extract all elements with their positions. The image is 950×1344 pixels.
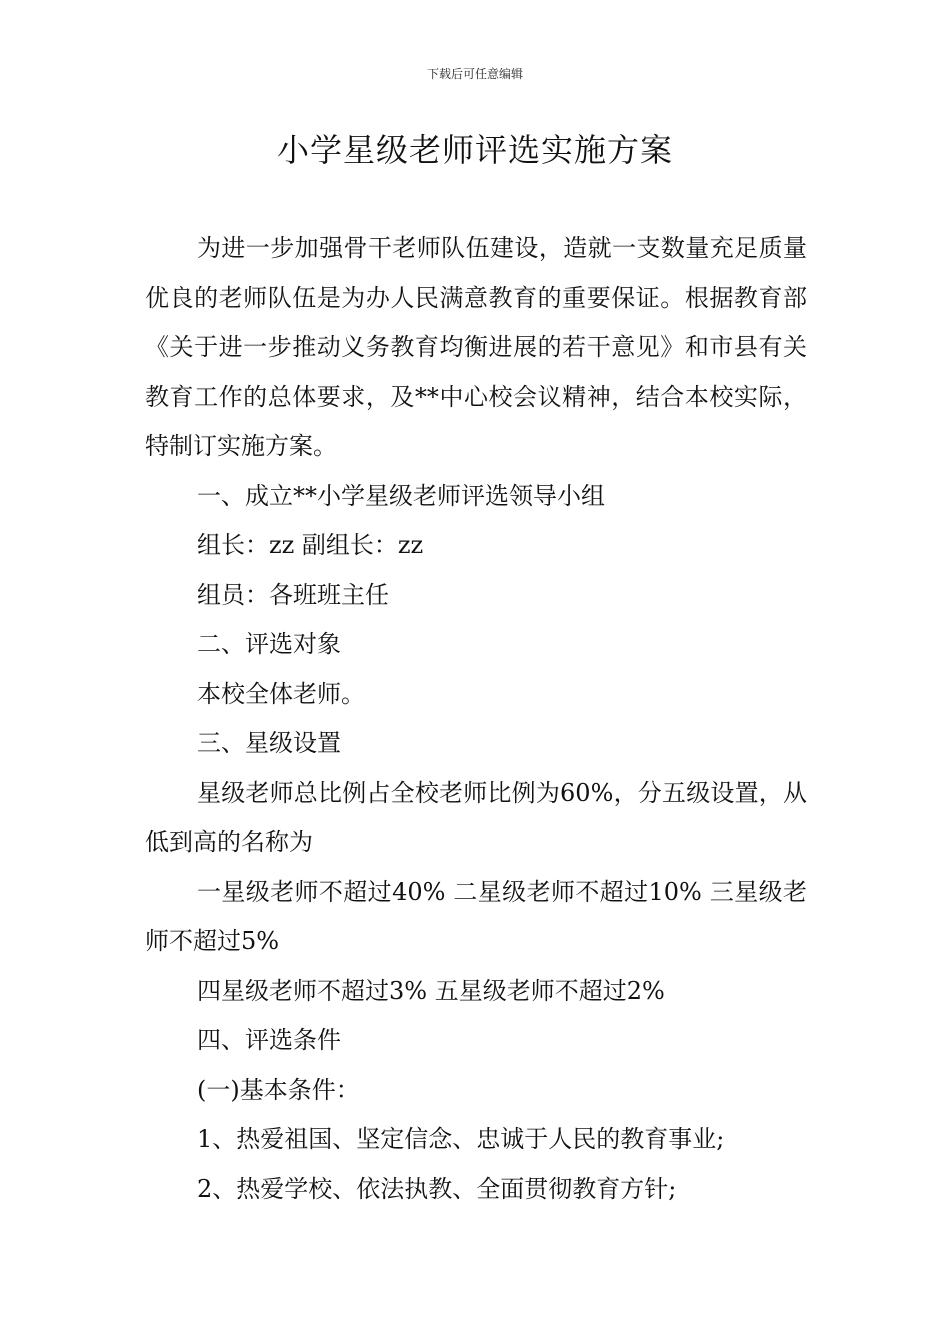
subheading-basic-criteria: (一)基本条件： bbox=[197, 1075, 360, 1104]
star-ratio-paragraph: 星级老师总比例占全校老师比例为60%，分五级设置，从低到高的名称为 bbox=[145, 778, 807, 856]
intro-paragraph: 为进一步加强骨干老师队伍建设，造就一支数量充足质量优良的老师队伍是为办人民满意教育的重要保证。根据教育部《关于进一步推动义务教育均衡进展的若干意见》和市县有关教育工作的总体要求，及**中心校会议精神，结合本校实际，特制订实施方案。 bbox=[145, 234, 807, 460]
criteria-item-2: 2、热爱学校、依法执教、全面贯彻教育方针; bbox=[197, 1174, 677, 1203]
leader-line: 组长：zz 副组长：zz bbox=[197, 531, 424, 559]
section-heading-candidates: 二、评选对象 bbox=[197, 630, 341, 658]
star-level-quota-4-5: 四星级老师不超过3% 五星级老师不超过2% bbox=[197, 976, 665, 1005]
star-level-quota-1-3: 一星级老师不超过40% 二星级老师不超过10% 三星级老师不超过5% bbox=[145, 877, 807, 955]
candidates-paragraph: 本校全体老师。 bbox=[197, 679, 365, 708]
members-line: 组员：各班班主任 bbox=[197, 580, 389, 609]
section-heading-star-levels: 三、星级设置 bbox=[197, 729, 341, 757]
criteria-item-1: 1、热爱祖国、坚定信念、忠诚于人民的教育事业; bbox=[197, 1125, 725, 1153]
document-title: 小学星级老师评选实施方案 bbox=[276, 131, 673, 169]
header-note: 下载后可任意编辑 bbox=[426, 67, 523, 81]
section-heading-criteria: 四、评选条件 bbox=[197, 1026, 341, 1054]
document-body bbox=[145, 224, 807, 1214]
section-heading-leadership-group: 一、成立**小学星级老师评选领导小组 bbox=[197, 481, 605, 510]
